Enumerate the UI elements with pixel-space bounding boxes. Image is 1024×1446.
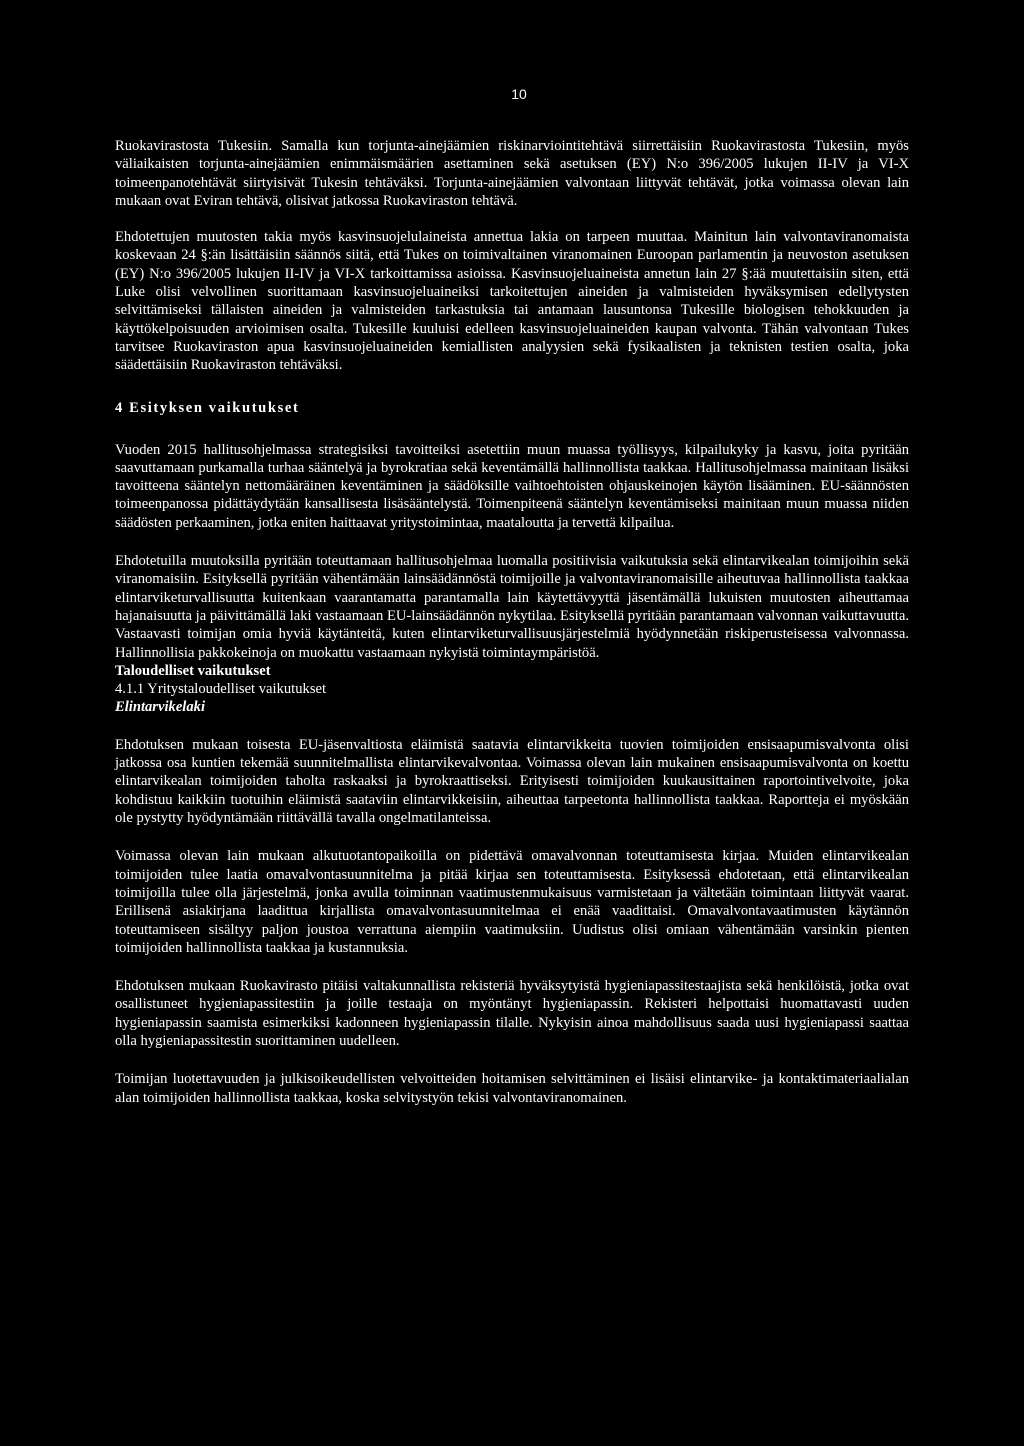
- heading-business-economic-impacts: 4.1.1 Yritystaloudelliset vaikutukset: [115, 680, 327, 697]
- paragraph-operator-reliability: Toimijan luotettavuuden ja julkisoikeudellisten velvoitteiden hoitamisen selvittäminen ei lisäisi elintarvike- ja kontaktimateriaalialan alan toimijoiden hallinnollista taakkaa, koska selvitystyön tekisi valvontaviranomainen.: [115, 1071, 909, 1106]
- heading-food-act: Elintarvikelaki: [115, 698, 205, 715]
- paragraph-plant-protection-act: Ehdotettujen muutosten takia myös kasvinsuojelulaineista annettua lakia on tarpeen muuttaa. Mainitun lain valvontaviranomaista koskevaan 24 §:än lisättäisiin säännös siitä, että Tukes on toimivaltainen viranomainen Euroopan parlamentin ja neuvoston asetuksen (EY) N:o 396/2005 lukujen II-IV ja VI-X tarkoittamissa asioissa. Kasvinsuojeluaineista annetun lain 27 §:ää muutettaisiin siten, että Luke olisi velvollinen suorittamaan kasvinsuojeluaineiksi tarkoitettujen aineiden ja valmisteiden hyväksymisen edellytysten selvittämiseksi tällaisten aineiden ja valmisteiden tarkastuksia tai antamaan lausuntonsa Tukesille biologisen tehokkuuden ja käyttökelpoisuuden arvioimisen osalta. Tukesille kuuluisi edelleen kasvinsuojeluaineiden kaupan valvonta. Tähän valvontaan Tukes tarvitsee Ruokaviraston apua kasvinsuojeluaineiden kemiallisten analyysien sekä fysikaalisten ja teknisten testien osalta, joka säädettäisiin Ruokaviraston tehtäväksi.: [115, 229, 909, 374]
- section-heading-impacts: 4 Esityksen vaikutukset: [115, 399, 300, 416]
- paragraph-pesticide-residues: Ruokavirastosta Tukesiin. Samalla kun torjunta-ainejäämien riskinarviointitehtävä siirrettäisiin Ruokavirastosta Tukesiin, myös väliaikaisten torjunta-ainejäämien enimmäismäärien asettaminen sekä asetuksen (EY) N:o 396/2005 lukujen II-IV ja VI-X toimeenpanotehtävät siirtyisivät Tukesin tehtäväksi. Torjunta-ainejäämien valvontaan liittyvät tehtävät, jotka voimassa olevan lain mukaan ovat Eviran tehtävä, olisivat jatkossa Ruokaviraston tehtävä.: [115, 138, 909, 209]
- paragraph-proposed-changes: Ehdotetuilla muutoksilla pyritään toteuttamaan hallitusohjelmaa luomalla positiivisia vaikutuksia sekä elintarvikealan toimijoihin sekä viranomaisiin. Esityksellä pyritään vähentämään lainsäädännöstä toimijoille ja valvontaviranomaisille aiheutuvaa hallinnollista taakkaa elintarviketurvallisuutta kuitenkaan vaarantamatta parantamalla lain käytettävyyttä jäsentämällä lukuisten muutosten aiheuttamaa hajanaisuutta ja päivittämällä laki vastaamaan EU-lainsäädännön nykytilaa. Esityksellä pyritään parantamaan valvonnan vaikuttavuutta. Vastaavasti toimijan omia hyviä käytänteitä, kuten elintarviketurvallisuusjärjestelmiä hyödynnetään riskiperusteisessa valvonnassa. Hallinnollisia pakkokeinoja on muokattu vastaamaan nykyistä toimintaympäristöä.: [115, 553, 909, 661]
- heading-economic-impacts: Taloudelliset vaikutukset: [115, 662, 271, 679]
- paragraph-hygiene-passport: Ehdotuksen mukaan Ruokavirasto pitäisi valtakunnallista rekisteriä hyväksytyistä hygieniapassitestaajista sekä henkilöistä, jotka ovat osallistuneet hygieniapassitestiin ja joille testaaja on myöntänyt hygieniapassin. Rekisteri helpottaisi huomattavasti uuden hygieniapassin saamista esimerkiksi kadonneen hygieniapassin tilalle. Nykyisin ainoa mahdollisuus saada uusi hygieniapassi saattaa olla hygieniapassitestin suorittaminen uudelleen.: [115, 978, 909, 1049]
- paragraph-first-arrival-control: Ehdotuksen mukaan toisesta EU-jäsenvaltiosta eläimistä saatavia elintarvikkeita tuovien toimijoiden ensisaapumisvalvonta olisi jatkossa osa kuntien tekemää suunnitelmallista elintarvikevalvontaa. Voimassa olevan lain mukainen ensisaapumisvalvonta on koettu elintarvikealan toimijoiden taholta raskaaksi ja byrokraattiseksi. Erityisesti toimijoiden kuukausittainen raportointivelvoite, joka kohdistuu kaikkiin tuotuihin eläimistä saataviin elintarvikkeisiin, aiheuttaa tarpeetonta hallinnollista taakkaa. Raportteja ei myöskään ole pystytty hyödyntämään riittävällä tavalla ongelmatilanteissa.: [115, 736, 909, 827]
- document-body: [115, 137, 909, 1107]
- page-number: 10: [511, 86, 527, 102]
- paragraph-government-programme: Vuoden 2015 hallitusohjelmassa strategisiksi tavoitteiksi asetettiin muun muassa työllisyys, kilpailukyky ja kasvu, joita pyritään saavuttamaan purkamalla turhaa sääntelyä ja byrokratiaa sekä keventämällä hallinnollista taakkaa. Hallitusohjelmassa mainitaan lisäksi tavoitteena sääntelyn nettomääräinen keventäminen ja säädöksille vaihtoehtoisten ohjauskeinojen käytön lisääminen. EU-säännösten toimeenpanossa pidättäydytään kansallisesta lisäsääntelystä. Toimenpiteenä sääntelyn keventämiseksi mainitaan muun muassa niiden säädösten perkaaminen, jotka eniten haittaavat yritystoimintaa, maataloutta ja tervettä kilpailua.: [115, 441, 909, 531]
- paragraph-self-monitoring: Voimassa olevan lain mukaan alkutuotantopaikoilla on pidettävä omavalvonnan toteuttamisesta kirjaa. Muiden elintarvikealan toimijoiden tulee laatia omavalvontasuunnitelma ja pitää kirjaa sen toteuttamisesta. Esityksessä ehdotetaan, että elintarvikealan toimijoilla tulee olla järjestelmä, jonka avulla toiminnan vaatimustenmukaisuus varmistetaan ja vältetään toimintaan liittyvät vaarat. Erillisenä asiakirjana laadittua kirjallista omavalvontasuunnitelmaa ei enää vaadittaisi. Omavalvontavaatimusten käytännön toteuttamiseen sisältyy paljon joustoa verrattuna aiempiin vaatimuksiin. Uudistus olisi omiaan vähentämään varsinkin pienten toimijoiden hallinnollista taakkaa ja kustannuksia.: [115, 848, 909, 956]
